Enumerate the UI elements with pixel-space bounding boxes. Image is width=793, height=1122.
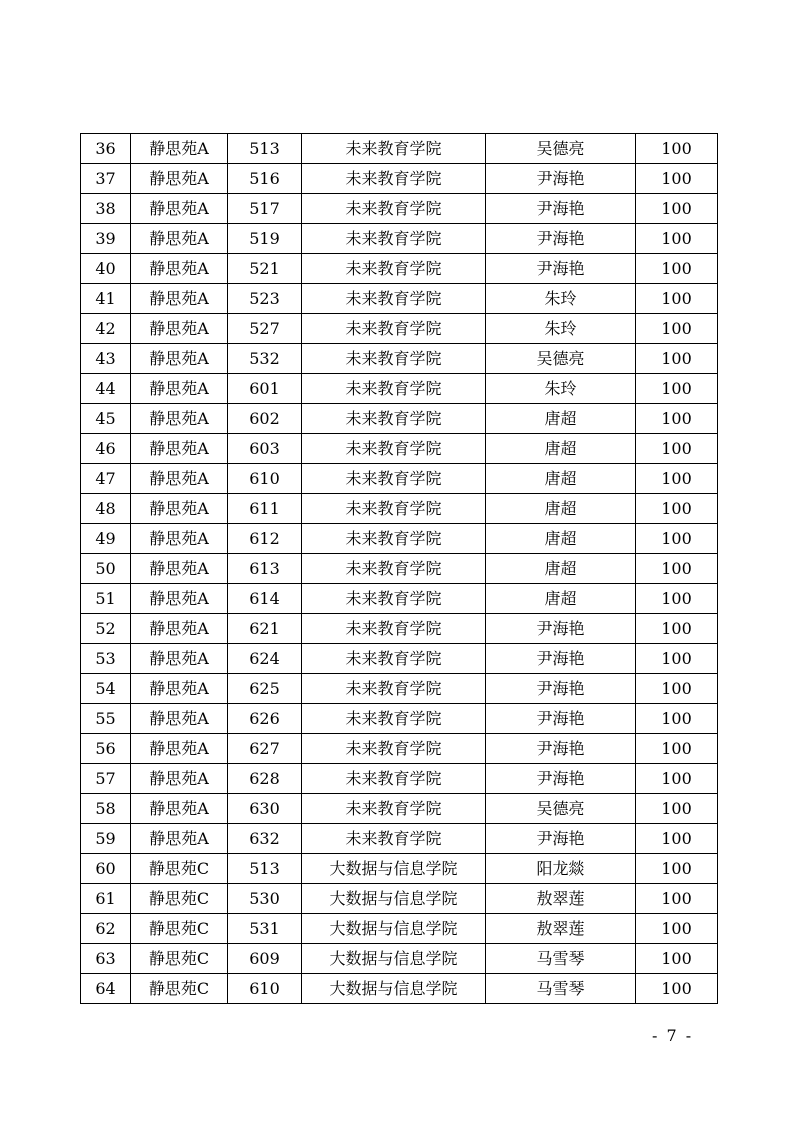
- room-cell: 610: [228, 974, 302, 1004]
- room-cell: 612: [228, 524, 302, 554]
- score-cell: 100: [636, 524, 718, 554]
- table-row: [81, 914, 718, 944]
- table-row: [81, 404, 718, 434]
- building-cell: 静思苑C: [131, 974, 228, 1004]
- room-cell: 521: [228, 254, 302, 284]
- college-cell: 大数据与信息学院: [302, 884, 486, 914]
- college-cell: 未来教育学院: [302, 404, 486, 434]
- table-row: [81, 134, 718, 164]
- room-cell: 519: [228, 224, 302, 254]
- teacher-cell: 朱玲: [486, 314, 636, 344]
- college-cell: 未来教育学院: [302, 254, 486, 284]
- teacher-cell: 尹海艳: [486, 764, 636, 794]
- room-cell: 609: [228, 944, 302, 974]
- score-cell: 100: [636, 914, 718, 944]
- score-cell: 100: [636, 884, 718, 914]
- row-number-cell: 60: [81, 854, 131, 884]
- score-cell: 100: [636, 284, 718, 314]
- score-cell: 100: [636, 464, 718, 494]
- row-number-cell: 43: [81, 344, 131, 374]
- row-number-cell: 46: [81, 434, 131, 464]
- room-cell: 621: [228, 614, 302, 644]
- teacher-cell: 唐超: [486, 494, 636, 524]
- teacher-cell: 马雪琴: [486, 944, 636, 974]
- teacher-cell: 唐超: [486, 584, 636, 614]
- building-cell: 静思苑A: [131, 374, 228, 404]
- row-number-cell: 47: [81, 464, 131, 494]
- room-cell: 532: [228, 344, 302, 374]
- teacher-cell: 唐超: [486, 524, 636, 554]
- score-cell: 100: [636, 584, 718, 614]
- building-cell: 静思苑A: [131, 224, 228, 254]
- college-cell: 未来教育学院: [302, 764, 486, 794]
- room-cell: 527: [228, 314, 302, 344]
- teacher-cell: 唐超: [486, 464, 636, 494]
- college-cell: 未来教育学院: [302, 314, 486, 344]
- building-cell: 静思苑A: [131, 494, 228, 524]
- building-cell: 静思苑A: [131, 434, 228, 464]
- room-cell: 523: [228, 284, 302, 314]
- row-number-cell: 44: [81, 374, 131, 404]
- room-cell: 603: [228, 434, 302, 464]
- room-cell: 601: [228, 374, 302, 404]
- teacher-cell: 尹海艳: [486, 614, 636, 644]
- table-row: [81, 194, 718, 224]
- table-row: [81, 944, 718, 974]
- college-cell: 大数据与信息学院: [302, 944, 486, 974]
- room-cell: 624: [228, 644, 302, 674]
- row-number-cell: 45: [81, 404, 131, 434]
- table-row: [81, 644, 718, 674]
- building-cell: 静思苑A: [131, 344, 228, 374]
- score-cell: 100: [636, 644, 718, 674]
- table-row: [81, 284, 718, 314]
- table-row: [81, 374, 718, 404]
- room-cell: 610: [228, 464, 302, 494]
- building-cell: 静思苑A: [131, 794, 228, 824]
- teacher-cell: 敖翠莲: [486, 884, 636, 914]
- row-number-cell: 61: [81, 884, 131, 914]
- score-cell: 100: [636, 194, 718, 224]
- score-cell: 100: [636, 434, 718, 464]
- row-number-cell: 51: [81, 584, 131, 614]
- page-number: - 7 -: [652, 1026, 694, 1045]
- table-row: [81, 314, 718, 344]
- building-cell: 静思苑A: [131, 464, 228, 494]
- teacher-cell: 尹海艳: [486, 704, 636, 734]
- score-cell: 100: [636, 704, 718, 734]
- row-number-cell: 37: [81, 164, 131, 194]
- score-cell: 100: [636, 974, 718, 1004]
- score-cell: 100: [636, 494, 718, 524]
- table-row: [81, 554, 718, 584]
- score-cell: 100: [636, 404, 718, 434]
- row-number-cell: 36: [81, 134, 131, 164]
- table-row: [81, 164, 718, 194]
- row-number-cell: 42: [81, 314, 131, 344]
- college-cell: 未来教育学院: [302, 584, 486, 614]
- college-cell: 未来教育学院: [302, 644, 486, 674]
- score-cell: 100: [636, 344, 718, 374]
- college-cell: 未来教育学院: [302, 434, 486, 464]
- score-cell: 100: [636, 314, 718, 344]
- teacher-cell: 尹海艳: [486, 734, 636, 764]
- row-number-cell: 48: [81, 494, 131, 524]
- row-number-cell: 64: [81, 974, 131, 1004]
- score-cell: 100: [636, 854, 718, 884]
- building-cell: 静思苑A: [131, 644, 228, 674]
- teacher-cell: 唐超: [486, 554, 636, 584]
- row-number-cell: 56: [81, 734, 131, 764]
- table-row: [81, 224, 718, 254]
- room-cell: 602: [228, 404, 302, 434]
- score-cell: 100: [636, 764, 718, 794]
- building-cell: 静思苑C: [131, 884, 228, 914]
- building-cell: 静思苑A: [131, 584, 228, 614]
- table-row: [81, 824, 718, 854]
- table-row: [81, 494, 718, 524]
- building-cell: 静思苑A: [131, 734, 228, 764]
- teacher-cell: 阳龙燚: [486, 854, 636, 884]
- building-cell: 静思苑A: [131, 284, 228, 314]
- table-row: [81, 344, 718, 374]
- building-cell: 静思苑A: [131, 554, 228, 584]
- room-cell: 627: [228, 734, 302, 764]
- college-cell: 未来教育学院: [302, 164, 486, 194]
- score-cell: 100: [636, 734, 718, 764]
- table-row: [81, 434, 718, 464]
- teacher-cell: 马雪琴: [486, 974, 636, 1004]
- room-cell: 614: [228, 584, 302, 614]
- teacher-cell: 敖翠莲: [486, 914, 636, 944]
- score-cell: 100: [636, 554, 718, 584]
- table-row: [81, 614, 718, 644]
- table-row: [81, 704, 718, 734]
- room-cell: 626: [228, 704, 302, 734]
- building-cell: 静思苑A: [131, 404, 228, 434]
- row-number-cell: 40: [81, 254, 131, 284]
- room-cell: 516: [228, 164, 302, 194]
- table-row: [81, 884, 718, 914]
- building-cell: 静思苑A: [131, 704, 228, 734]
- college-cell: 未来教育学院: [302, 224, 486, 254]
- college-cell: 未来教育学院: [302, 704, 486, 734]
- teacher-cell: 尹海艳: [486, 254, 636, 284]
- building-cell: 静思苑A: [131, 524, 228, 554]
- college-cell: 未来教育学院: [302, 674, 486, 704]
- room-cell: 630: [228, 794, 302, 824]
- room-cell: 531: [228, 914, 302, 944]
- college-cell: 未来教育学院: [302, 524, 486, 554]
- college-cell: 未来教育学院: [302, 344, 486, 374]
- row-number-cell: 53: [81, 644, 131, 674]
- college-cell: 未来教育学院: [302, 464, 486, 494]
- score-cell: 100: [636, 224, 718, 254]
- teacher-cell: 尹海艳: [486, 644, 636, 674]
- row-number-cell: 58: [81, 794, 131, 824]
- dormitory-score-table: [80, 133, 718, 1004]
- table-row: [81, 524, 718, 554]
- teacher-cell: 尹海艳: [486, 164, 636, 194]
- teacher-cell: 朱玲: [486, 374, 636, 404]
- score-cell: 100: [636, 794, 718, 824]
- table-row: [81, 254, 718, 284]
- table-row: [81, 974, 718, 1004]
- building-cell: 静思苑A: [131, 314, 228, 344]
- college-cell: 未来教育学院: [302, 194, 486, 224]
- teacher-cell: 尹海艳: [486, 224, 636, 254]
- teacher-cell: 唐超: [486, 434, 636, 464]
- teacher-cell: 吴德亮: [486, 344, 636, 374]
- building-cell: 静思苑A: [131, 134, 228, 164]
- college-cell: 未来教育学院: [302, 374, 486, 404]
- college-cell: 大数据与信息学院: [302, 974, 486, 1004]
- score-cell: 100: [636, 254, 718, 284]
- building-cell: 静思苑A: [131, 674, 228, 704]
- room-cell: 628: [228, 764, 302, 794]
- room-cell: 632: [228, 824, 302, 854]
- teacher-cell: 吴德亮: [486, 134, 636, 164]
- score-cell: 100: [636, 824, 718, 854]
- college-cell: 大数据与信息学院: [302, 914, 486, 944]
- building-cell: 静思苑C: [131, 854, 228, 884]
- room-cell: 611: [228, 494, 302, 524]
- college-cell: 未来教育学院: [302, 494, 486, 524]
- score-cell: 100: [636, 164, 718, 194]
- teacher-cell: 尹海艳: [486, 674, 636, 704]
- building-cell: 静思苑A: [131, 194, 228, 224]
- room-cell: 625: [228, 674, 302, 704]
- table-row: [81, 854, 718, 884]
- building-cell: 静思苑C: [131, 944, 228, 974]
- college-cell: 未来教育学院: [302, 614, 486, 644]
- score-cell: 100: [636, 614, 718, 644]
- row-number-cell: 57: [81, 764, 131, 794]
- room-cell: 517: [228, 194, 302, 224]
- room-cell: 613: [228, 554, 302, 584]
- teacher-cell: 尹海艳: [486, 824, 636, 854]
- table-row: [81, 674, 718, 704]
- table-row: [81, 464, 718, 494]
- row-number-cell: 50: [81, 554, 131, 584]
- row-number-cell: 59: [81, 824, 131, 854]
- college-cell: 未来教育学院: [302, 824, 486, 854]
- row-number-cell: 54: [81, 674, 131, 704]
- teacher-cell: 唐超: [486, 404, 636, 434]
- building-cell: 静思苑C: [131, 914, 228, 944]
- row-number-cell: 38: [81, 194, 131, 224]
- score-cell: 100: [636, 134, 718, 164]
- college-cell: 大数据与信息学院: [302, 854, 486, 884]
- row-number-cell: 52: [81, 614, 131, 644]
- teacher-cell: 尹海艳: [486, 194, 636, 224]
- table-body: [81, 134, 718, 1004]
- row-number-cell: 55: [81, 704, 131, 734]
- college-cell: 未来教育学院: [302, 794, 486, 824]
- table-row: [81, 584, 718, 614]
- score-cell: 100: [636, 674, 718, 704]
- row-number-cell: 62: [81, 914, 131, 944]
- table-row: [81, 734, 718, 764]
- table-row: [81, 764, 718, 794]
- score-cell: 100: [636, 374, 718, 404]
- room-cell: 513: [228, 134, 302, 164]
- score-cell: 100: [636, 944, 718, 974]
- college-cell: 未来教育学院: [302, 554, 486, 584]
- room-cell: 530: [228, 884, 302, 914]
- room-cell: 513: [228, 854, 302, 884]
- building-cell: 静思苑A: [131, 254, 228, 284]
- row-number-cell: 39: [81, 224, 131, 254]
- teacher-cell: 吴德亮: [486, 794, 636, 824]
- building-cell: 静思苑A: [131, 764, 228, 794]
- building-cell: 静思苑A: [131, 614, 228, 644]
- college-cell: 未来教育学院: [302, 134, 486, 164]
- college-cell: 未来教育学院: [302, 284, 486, 314]
- building-cell: 静思苑A: [131, 164, 228, 194]
- teacher-cell: 朱玲: [486, 284, 636, 314]
- table-row: [81, 794, 718, 824]
- row-number-cell: 41: [81, 284, 131, 314]
- building-cell: 静思苑A: [131, 824, 228, 854]
- row-number-cell: 63: [81, 944, 131, 974]
- college-cell: 未来教育学院: [302, 734, 486, 764]
- row-number-cell: 49: [81, 524, 131, 554]
